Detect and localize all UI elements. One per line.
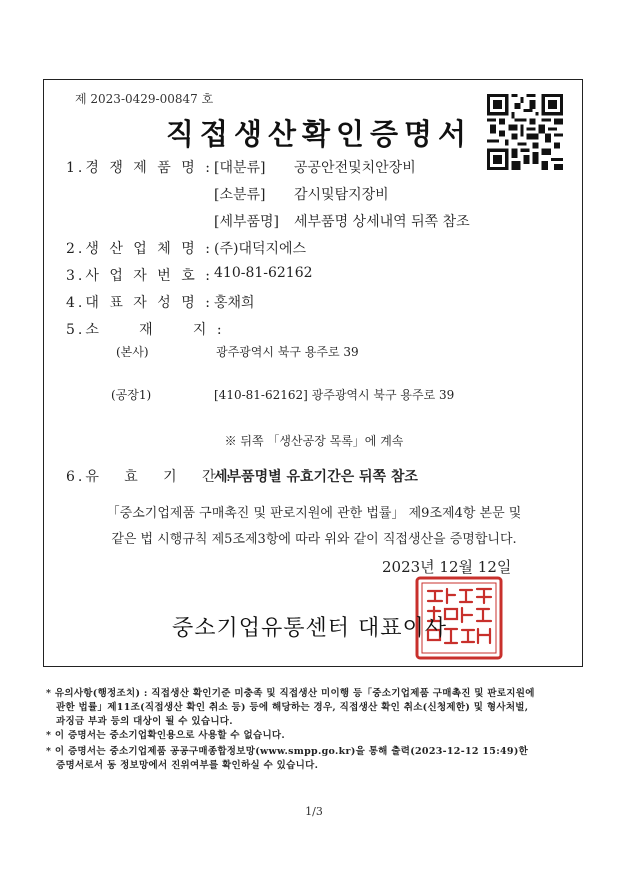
ceo-value: 홍채희 xyxy=(214,295,255,311)
note-line-2: 관한 법률」제11조(직접생산 확인 취소 등) 등에 해당하는 경우, 직접생산 확인 취소(신청제한) 및 형사처벌, xyxy=(56,702,529,713)
certificate-number: 제 2023-0429-00847 호 xyxy=(75,92,214,106)
validity-value: 세부품명별 유효기간은 뒤쪽 참조 xyxy=(214,469,418,485)
validity-label: 6.유 효 기 간 : xyxy=(66,469,234,485)
ceo-label: 4.대 표 자 성 명 : xyxy=(66,295,213,311)
page-number: 1/3 xyxy=(305,805,323,818)
minor-category-tag: [소분류] xyxy=(214,187,266,203)
major-category-tag: [대분류] xyxy=(214,160,266,176)
issuer-name: 중소기업유통센터 대표이사 xyxy=(172,616,448,641)
detail-category-value: 세부품명 상세내역 뒤쪽 참조 xyxy=(294,214,470,230)
note-line-1: * 유의사항(행정조치) : 직접생산 확인기준 미충족 및 직접생산 미이행 등「중소기업제품 구매촉진 및 판로지원에 xyxy=(46,688,535,699)
statement-line-1: 「중소기업제품 구매촉진 및 판로지원에 관한 법률」 제9조제4항 본문 및 xyxy=(106,506,522,521)
company-value: (주)대덕지에스 xyxy=(214,241,307,257)
factory-tag: (공장1) xyxy=(111,388,152,402)
qr-code xyxy=(487,94,563,170)
detail-category-tag: [세부품명] xyxy=(214,214,280,230)
business-number-value: 410-81-62162 xyxy=(214,265,313,281)
note-line-4: * 이 증명서는 중소기업확인용으로 사용할 수 없습니다. xyxy=(46,730,286,741)
company-label: 2.생 산 업 체 명 : xyxy=(66,241,213,257)
major-category-value: 공공안전및치안장비 xyxy=(294,160,416,176)
issue-date: 2023년 12월 12일 xyxy=(382,558,512,576)
hq-address: 광주광역시 북구 용주로 39 xyxy=(216,345,359,359)
minor-category-value: 감시및탐지장비 xyxy=(294,187,389,203)
note-line-6: 증명서로서 동 정보망에서 진위여부를 확인하실 수 있습니다. xyxy=(56,760,319,771)
note-line-5: * 이 증명서는 중소기업제품 공공구매종합정보망(www.smpp.go.kr)을 통해 출력(2023-12-12 15:49)한 xyxy=(46,746,529,757)
note-line-3: 과징금 부과 등의 대상이 될 수 있습니다. xyxy=(56,716,233,727)
certificate-title: 직접생산확인증명서 xyxy=(165,117,473,151)
factory-address: [410-81-62162] 광주광역시 북구 용주로 39 xyxy=(214,388,455,402)
statement-line-2: 같은 법 시행규칙 제5조제3항에 따라 위와 같이 직접생산을 증명합니다. xyxy=(111,532,517,547)
business-number-label: 3.사 업 자 번 호 : xyxy=(66,268,213,284)
product-label: 1.경 쟁 제 품 명 : xyxy=(66,160,213,176)
address-label: 5.소 재 지 : xyxy=(66,322,225,338)
hq-tag: (본사) xyxy=(116,345,149,359)
factory-list-note: ※ 뒤쪽 「생산공장 목록」에 계속 xyxy=(224,434,404,448)
